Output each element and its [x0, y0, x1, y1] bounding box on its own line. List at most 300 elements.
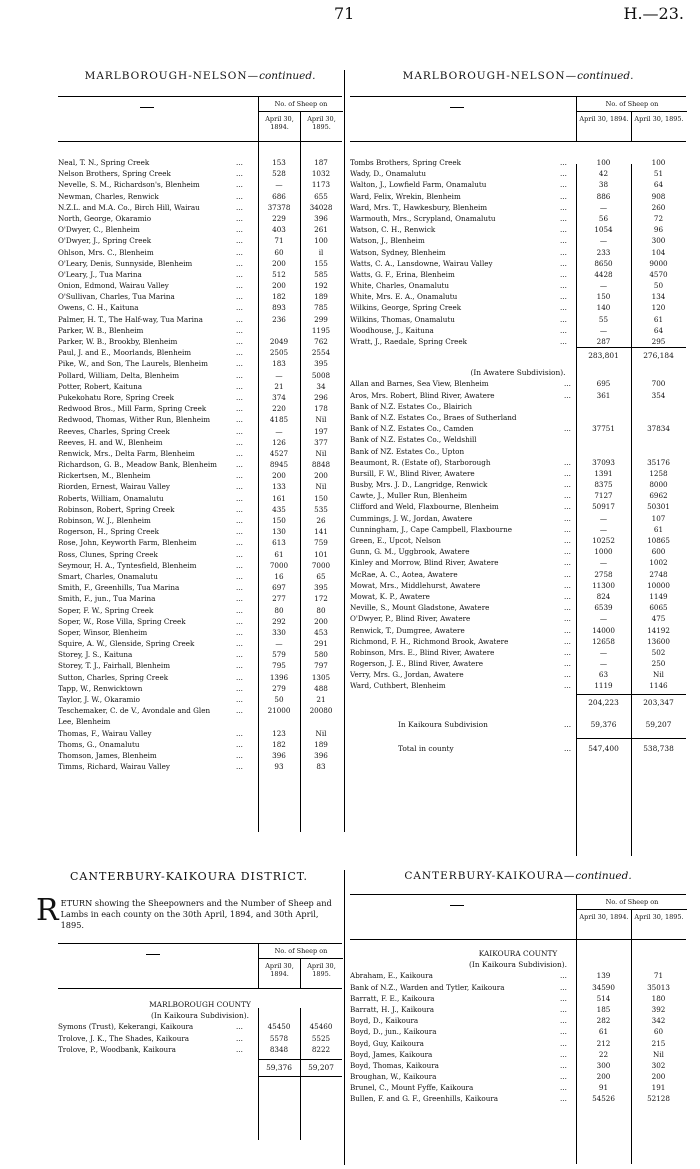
sheep-1895: Nil: [315, 482, 327, 492]
sheep-1895: 4570: [649, 269, 668, 279]
leader-dots: ...: [236, 650, 243, 660]
district-title: CANTERBURY-KAIKOURA DISTRICT.: [70, 870, 308, 883]
owner-name: Boyd, James, Kaikoura: [350, 1049, 433, 1059]
table-row: [350, 401, 686, 412]
leader-dots: ...: [564, 502, 571, 512]
owner-name: Lee, Blenheim: [58, 717, 111, 727]
sheep-1894: 34590: [592, 982, 615, 992]
sheep-1894: 4527: [269, 448, 289, 458]
owner-name: Neal, T. N., Spring Creek: [58, 158, 150, 167]
owner-name: Soper, F. W., Spring Creek: [58, 605, 154, 615]
sheep-1894: 396: [272, 750, 286, 760]
sheep-1894: 185: [596, 1004, 611, 1014]
table-row: [350, 613, 686, 624]
table-row: [350, 546, 686, 557]
sheep-1895: 585: [314, 269, 328, 279]
sheep-1895: il: [318, 247, 324, 257]
table-row: [350, 235, 686, 246]
sheep-1895: 200: [314, 616, 328, 626]
leader-dots: ...: [236, 594, 243, 604]
column-divider-top: [344, 70, 345, 832]
sheep-1894: 512: [272, 269, 286, 279]
leader-dots: ...: [560, 325, 567, 335]
leader-dots: ...: [560, 982, 567, 992]
value-divider: [631, 938, 632, 1164]
table-row: [350, 1015, 686, 1026]
sheep-1895: 100: [651, 158, 666, 167]
sheep-1894: 282: [596, 1016, 611, 1026]
sheep-1894: 528: [272, 169, 286, 179]
table-row: [350, 291, 686, 302]
owner-name: Timms, Richard, Wairau Valley: [58, 762, 170, 772]
owner-name: Roberts, William, Onamalutu: [58, 493, 164, 503]
awatere-total-row: [350, 692, 686, 710]
sheep-1894: 133: [272, 482, 286, 492]
leader-dots: ...: [236, 247, 243, 257]
sheep-1895: 189: [314, 739, 328, 749]
sheep-1895: 51: [653, 169, 664, 179]
sheep-1895: 172: [314, 594, 328, 604]
table-row: [350, 224, 686, 235]
sheep-1894: 14000: [592, 625, 615, 635]
table-row: [350, 269, 686, 280]
owner-name: Owens, C. H., Kaituna: [58, 303, 139, 313]
sheep-1895: 488: [314, 683, 328, 693]
table-row: [350, 1004, 686, 1015]
owner-name: Barratt, H. J., Kaikoura: [350, 1004, 435, 1014]
sheep-1895: 50301: [647, 502, 670, 512]
owner-name: O'Leary, Denis, Sunnyside, Blenheim: [58, 258, 193, 268]
leader-dots: ...: [564, 670, 571, 680]
sheep-1895: 8222: [311, 1044, 331, 1054]
sheep-1894: 5578: [269, 1033, 289, 1043]
sheep-1894: 182: [272, 292, 286, 302]
marlborough-left-column: [58, 70, 342, 772]
owner-name: Pike, W., and Son, The Laurels, Blenheim: [58, 359, 208, 369]
sheep-1894: 50917: [592, 502, 615, 512]
sheep-1895: 64: [653, 180, 664, 190]
header-sheep-on: No. of Sheep on: [258, 944, 343, 959]
sheep-1895: 60: [653, 1027, 664, 1037]
sheep-1894: 212: [596, 1038, 611, 1048]
owner-name: Trolove, P., Woodbank, Kaikoura: [58, 1044, 176, 1054]
owner-name: Robinson, Robert, Spring Creek: [58, 504, 175, 514]
leader-dots: ...: [564, 468, 571, 478]
page-number: 71: [334, 4, 355, 23]
table-row: [350, 457, 686, 468]
header-year-1894: April 30, 1894.: [258, 111, 300, 141]
sheep-1894: 514: [596, 993, 611, 1003]
table-row: [350, 258, 686, 269]
owner-name: Barratt, F. E., Kaikoura: [350, 993, 435, 1003]
sheep-1894: 91: [598, 1083, 609, 1093]
sheep-1895: 10000: [647, 580, 670, 590]
sheep-1894: 37378: [267, 202, 291, 212]
sheep-1895: 785: [314, 303, 328, 313]
owner-name: O'Sullivan, Charles, Tua Marina: [58, 292, 175, 302]
sheep-1894: 61: [274, 549, 284, 559]
table-row: [350, 1038, 686, 1049]
intro-text: ETURN showing the Sheepowners and the Number of Sheep and Lambs in each county on the 30th April, 1894, and 30th April, 1895.: [60, 898, 332, 930]
owner-name: Richardson, G. B., Meadow Bank, Blenheim: [58, 460, 217, 470]
sheep-1895: 150: [314, 493, 328, 503]
leader-dots: ...: [564, 569, 571, 579]
sheep-1894: 6539: [594, 603, 613, 613]
awatere-total-1895: 203,347: [643, 697, 674, 707]
sheep-1894: 140: [596, 303, 611, 313]
sheep-1895: 187: [314, 158, 328, 167]
owner-name: Renwick, T., Dumgree, Awatere: [350, 625, 465, 635]
leader-dots: ...: [560, 191, 567, 201]
county-title: MARLBOROUGH COUNTY: [149, 1000, 251, 1009]
sheep-1895: 302: [651, 1060, 666, 1070]
table-row: [350, 1026, 686, 1037]
sheep-1895: 107: [651, 513, 666, 523]
section-title-text: MARLBOROUGH-NELSON—: [402, 70, 578, 82]
sheep-1894: 100: [596, 158, 611, 167]
table-row: [350, 191, 686, 202]
leader-dots: ...: [236, 225, 243, 235]
sheep-1894: 11300: [592, 580, 615, 590]
sheep-1894: 824: [596, 591, 611, 601]
leader-dots: ...: [560, 1072, 567, 1082]
sheep-1894: 71: [274, 236, 284, 246]
owner-name: Beaumont, R. (Estate of), Starborough: [350, 457, 491, 467]
leader-dots: ...: [236, 303, 243, 313]
owner-name: Mowat, Mrs., Middlehurst, Awatere: [350, 580, 481, 590]
sheep-1894: 8375: [594, 480, 613, 490]
owner-name: Gunn, G. M., Uggbrook, Awatere: [350, 547, 470, 557]
owner-name: Bursill, F. W., Blind River, Awatere: [350, 468, 475, 478]
sheep-1894: 126: [272, 437, 286, 447]
sheep-1895: 72: [653, 213, 664, 223]
leader-dots: ...: [236, 605, 243, 615]
owner-name: Thomson, James, Blenheim: [58, 750, 157, 760]
owner-name: Clifford and Weld, Flaxbourne, Blenheim: [350, 502, 499, 512]
owner-name: White, Charles, Onamalutu: [350, 281, 450, 291]
section-title-cont: continued.: [259, 70, 316, 82]
sheep-1895: 342: [651, 1016, 666, 1026]
county-total-row: Total in county ... 547,400 538,738: [350, 740, 686, 758]
sheep-1894: 22: [598, 1049, 609, 1059]
table-row: [350, 490, 686, 501]
sheep-1894: 123: [272, 728, 286, 738]
sheep-1895: 26: [316, 516, 326, 525]
owner-name: Bank of N.Z. Estates Co., Weldshill: [350, 435, 477, 445]
value-divider: [576, 164, 577, 856]
owner-name: Mowat, K. P., Awatere: [350, 591, 430, 601]
leader-dots: ...: [236, 571, 243, 581]
owner-name: Woodhouse, J., Kaituna: [350, 325, 434, 335]
leader-dots: ...: [560, 236, 567, 246]
sheep-1895: 1002: [649, 558, 668, 568]
leader-dots: ...: [236, 158, 243, 167]
sheep-1894: —: [275, 426, 283, 436]
owner-name: Cummings, J. W., Jordan, Awatere: [350, 513, 473, 523]
sheep-1894: 361: [596, 390, 611, 400]
sheep-1895: 200: [314, 471, 328, 481]
leader-dots: ...: [236, 1044, 243, 1054]
owner-name: Ross, Clunes, Spring Creek: [58, 549, 158, 559]
sheep-1895: 1149: [649, 591, 668, 601]
sheep-1895: 354: [651, 390, 666, 400]
table-row: [350, 569, 686, 580]
owner-name: Abraham, E., Kaikoura: [350, 971, 433, 981]
header-dash: [450, 905, 464, 906]
section-title-cont: continued.: [577, 70, 634, 82]
leader-dots: ...: [236, 258, 243, 268]
leader-dots: ...: [564, 625, 571, 635]
sheep-1895: 141: [314, 527, 328, 537]
sheep-1894: 886: [596, 191, 611, 201]
owner-name: Smith, F., jun., Tua Marina: [58, 594, 156, 604]
table-row: [350, 157, 686, 168]
owner-name: Cawte, J., Muller Run, Blenheim: [350, 491, 468, 501]
table-row: [350, 993, 686, 1004]
leader-dots: ...: [236, 180, 243, 190]
owner-name: Wilkins, George, Spring Creek: [350, 303, 462, 313]
subdivision-title: (In Kaikoura Subdivision).: [469, 960, 567, 970]
header-year-1895: April 30, 1895.: [631, 111, 686, 141]
sheep-1894: 695: [596, 379, 611, 389]
owner-name: Allan and Barnes, Sea View, Blenheim: [350, 379, 489, 389]
table-row: [350, 280, 686, 291]
leader-dots: ...: [236, 426, 243, 436]
header-dash: [146, 954, 160, 955]
owner-name: Soper, Winsor, Blenheim: [58, 627, 148, 637]
sheep-1895: Nil: [315, 728, 327, 738]
header-sheep-on: No. of Sheep on: [576, 97, 687, 112]
sheep-1895: 21: [316, 695, 326, 704]
sheep-1894: —: [275, 370, 283, 380]
sheep-1895: 9000: [649, 258, 668, 268]
table-row: [350, 168, 686, 179]
leader-dots: ...: [564, 659, 571, 669]
sheep-1894: 10252: [592, 536, 615, 545]
sheep-1894: 579: [272, 650, 286, 660]
leader-dots: ...: [236, 706, 243, 716]
header-sheep-on: No. of Sheep on: [258, 97, 343, 112]
leader-dots: ...: [236, 639, 243, 649]
kaikoura-subdivision-row: In Kaikoura Subdivision ... 59,376 59,207: [350, 716, 686, 734]
owner-name: Bank of NZ. Estates Co., Upton: [350, 446, 465, 456]
leader-dots: ...: [560, 281, 567, 291]
value-divider: [258, 140, 259, 832]
table-header: [350, 894, 686, 940]
sheep-1895: 5525: [311, 1033, 331, 1043]
table-row: [350, 1049, 686, 1060]
sheep-1895: 35176: [647, 457, 670, 467]
leader-dots: ...: [236, 627, 243, 637]
sheep-1895: 260: [651, 202, 666, 212]
leader-dots: ...: [236, 269, 243, 279]
table-row: [350, 247, 686, 258]
owner-name: Brunel, C., Mount Fyffe, Kaikoura: [350, 1083, 474, 1093]
leader-dots: ...: [236, 359, 243, 369]
owner-name: Boyd, D., jun., Kaikoura: [350, 1027, 437, 1037]
sheep-1895: 908: [651, 191, 666, 201]
leader-dots: ...: [564, 424, 571, 434]
sheep-1894: 795: [272, 661, 286, 671]
sheep-1895: Nil: [653, 670, 664, 680]
table-row: [350, 625, 686, 636]
sheep-1894: 279: [272, 683, 286, 693]
leader-dots: ...: [560, 993, 567, 1003]
leader-dots: ...: [564, 491, 571, 501]
sheep-1894: 45450: [267, 1022, 291, 1032]
leader-dots: ...: [560, 1083, 567, 1093]
owner-name: Teschemaker, C. de V., Avondale and Glen: [58, 706, 211, 716]
owner-name: Aros, Mrs. Robert, Blind River, Awatere: [350, 390, 495, 400]
sheep-1895: 535: [314, 504, 328, 514]
leader-dots: ...: [236, 292, 243, 302]
table-row: [350, 434, 686, 445]
owner-name: Soper, W., Rose Villa, Spring Creek: [58, 616, 186, 626]
sheep-1894: —: [599, 281, 608, 291]
section-title: [58, 70, 342, 86]
leader-dots: ...: [560, 1027, 567, 1037]
sheep-1895: 155: [314, 258, 328, 268]
sheep-1894: 292: [272, 616, 286, 626]
leader-dots: ...: [236, 348, 243, 358]
owner-name: Onion, Edmond, Wairau Valley: [58, 281, 169, 291]
owner-name: Palmer, H. T., The Half-way, Tua Marina: [58, 314, 203, 324]
sheep-1894: 7000: [269, 560, 289, 570]
owner-name: Ward, Cuthbert, Blenheim: [350, 681, 446, 691]
table-row: [350, 1093, 686, 1104]
sheep-1895: 83: [316, 762, 326, 772]
sheep-1895: 502: [651, 647, 666, 657]
owner-name: Nevelle, S. M., Richardson's, Blenheim: [58, 180, 200, 190]
owner-name: Rose, John, Keyworth Farm, Blenheim: [58, 538, 197, 548]
leader-dots: ...: [560, 213, 567, 223]
sheep-1895: 50: [653, 281, 664, 291]
table-row: [350, 378, 686, 389]
sheep-1895: 291: [314, 639, 328, 649]
sheep-1895: 300: [651, 236, 666, 246]
leader-dots: ...: [236, 661, 243, 671]
owner-name: Rogerson, J. E., Blind River, Awatere: [350, 659, 484, 669]
leader-dots: ...: [560, 292, 567, 302]
sheep-1895: 61: [653, 314, 664, 324]
table-row: [350, 390, 686, 401]
leader-dots: ...: [236, 482, 243, 492]
sheep-1894: 60: [274, 247, 284, 257]
leader-dots: ...: [564, 603, 571, 613]
owner-name: Reeves, Charles, Spring Creek: [58, 426, 170, 436]
leader-dots: ...: [236, 337, 243, 346]
kaikoura-subdivision-1894: 59,376: [590, 719, 617, 729]
sheep-1894: 150: [272, 516, 286, 525]
owner-name: Ward, Mrs. T., Hawkesbury, Blenheim: [350, 202, 488, 212]
table-row: [350, 513, 686, 524]
column-divider-bottom: [344, 870, 345, 1165]
owner-name: Symons (Trust), Kekerangi, Kaikoura: [58, 1022, 194, 1032]
leader-dots: ...: [560, 225, 567, 235]
sheep-1895: 261: [314, 225, 328, 235]
table-row: [350, 970, 686, 981]
value-divider: [300, 140, 301, 832]
leader-dots: ...: [236, 1022, 243, 1032]
sheep-1895: Nil: [653, 1049, 664, 1059]
owner-name: Renwick, Mrs., Delta Farm, Blenheim: [58, 448, 195, 458]
sheep-1895: 192: [314, 281, 328, 291]
sheep-1895: 20080: [309, 706, 333, 716]
sheep-1895: 762: [314, 337, 328, 346]
owner-name: Robinson, W. J., Blenheim: [58, 516, 151, 525]
sheep-1895: Nil: [315, 448, 327, 458]
header-year-1895: April 30, 1895.: [631, 909, 686, 939]
sheep-1894: 80: [274, 605, 284, 615]
sheep-1895: 34028: [309, 202, 333, 212]
sheep-1894: 200: [272, 281, 286, 291]
leader-dots: ...: [236, 583, 243, 593]
table-row: [350, 336, 686, 347]
value-divider: [300, 1008, 301, 1140]
owner-name: Pukekohatu Rore, Spring Creek: [58, 392, 175, 402]
owner-name: O'Dwyer, J., Spring Creek: [58, 236, 152, 246]
owner-name: Boyd, Thomas, Kaikoura: [350, 1060, 439, 1070]
owner-name: Ohlson, Mrs. C., Blenheim: [58, 247, 154, 257]
sheep-1894: 37093: [592, 457, 615, 467]
sheep-1894: 8945: [269, 460, 289, 470]
owner-name: Tombs Brothers, Spring Creek: [350, 158, 462, 167]
sheep-1894: —: [275, 639, 283, 649]
owner-name: N.Z.L. and M.A. Co., Birch Hill, Wairau: [58, 202, 200, 212]
owner-name: Seymour, H. A., Tyntesfield, Blenheim: [58, 560, 197, 570]
leader-dots: ...: [564, 457, 571, 467]
leader-dots: ...: [564, 591, 571, 601]
table-row: [350, 202, 686, 213]
leader-dots: ...: [564, 547, 571, 557]
sheep-1894: 61: [598, 1027, 609, 1037]
owner-name: Taylor, J. W., Okaramio: [58, 695, 140, 704]
section-title-cont: continued.: [575, 870, 632, 882]
owner-name: Smith, F., Greenhills, Tua Marina: [58, 583, 180, 593]
awatere-total-1894: 204,223: [588, 697, 619, 707]
sheep-1894: 200: [272, 258, 286, 268]
sheep-1895: 2554: [311, 348, 331, 358]
total-1894: 59,376: [266, 1062, 292, 1072]
owner-name: North, George, Okaramio: [58, 213, 152, 223]
sheep-1895: 295: [651, 337, 666, 346]
table-row: [350, 1082, 686, 1093]
table-row: [350, 314, 686, 325]
leader-dots: ...: [236, 404, 243, 414]
leader-dots: ...: [564, 524, 571, 534]
sheep-1894: 2505: [269, 348, 289, 358]
sheep-1894: 63: [598, 670, 609, 680]
sheep-1894: 2049: [269, 337, 289, 346]
sheep-1894: 893: [272, 303, 286, 313]
sheep-1895: 120: [651, 303, 666, 313]
leader-dots: ...: [560, 303, 567, 313]
table-row: [350, 501, 686, 512]
owner-list: [350, 157, 686, 347]
owner-name: Broughan, W., Kaikoura: [350, 1072, 437, 1082]
sheep-1894: 130: [272, 527, 286, 537]
leader-dots: ...: [560, 1049, 567, 1059]
county-total-1895: 538,738: [643, 743, 674, 753]
return-intro: [36, 893, 342, 931]
leader-dots: ...: [236, 325, 243, 335]
sheep-1894: —: [599, 524, 608, 534]
sheep-1895: 197: [314, 426, 328, 436]
header-year-1894: April 30, 1894.: [576, 909, 631, 939]
sheep-1894: 2758: [594, 569, 613, 579]
owner-name: Wilkins, Thomas, Onamalutu: [350, 314, 455, 324]
sheep-1895: 64: [653, 325, 664, 335]
